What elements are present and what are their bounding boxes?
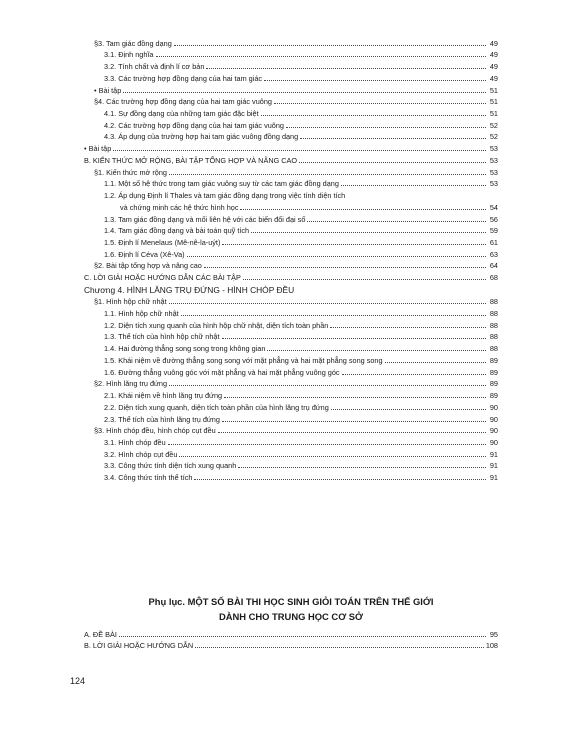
toc-entry-title: B. LỜI GIẢI HOẶC HƯỚNG DẪN bbox=[84, 641, 194, 651]
toc-entry-page: 88 bbox=[489, 309, 498, 319]
toc-entry-title: 4.3. Áp dụng của trường hợp hai tam giác vuông đồng dạng bbox=[104, 132, 299, 142]
toc-entry bbox=[84, 341, 498, 353]
toc-entry bbox=[84, 447, 498, 459]
toc-entry-title: 1.5. Định lí Menelaus (Mê-nê-la-uýt) bbox=[104, 237, 221, 247]
toc-entry-page: 88 bbox=[489, 297, 498, 307]
toc-entry bbox=[84, 424, 498, 436]
appendix-title-line-1: Phụ lục. MỘT SỐ BÀI THI HỌC SINH GIỎI TOÁN TRÊN THẾ GIỚI bbox=[148, 596, 434, 607]
dot-leader bbox=[156, 56, 487, 57]
dot-leader bbox=[331, 409, 486, 410]
toc-entry-title: B. KIẾN THỨC MỞ RỘNG, BÀI TẬP TỔNG HỢP VÀ NÂNG CAO bbox=[84, 155, 298, 165]
dot-leader bbox=[169, 174, 486, 175]
toc-entry-title: 3.2. Hình chóp cụt đều bbox=[104, 449, 178, 459]
toc-entry bbox=[84, 459, 498, 471]
toc-entry-page: 54 bbox=[489, 202, 498, 212]
toc-entry bbox=[84, 59, 498, 71]
dot-leader bbox=[264, 80, 486, 81]
dot-leader bbox=[195, 647, 484, 648]
dot-leader bbox=[251, 232, 486, 233]
toc-entry-title: 2.3. Thể tích của hình lăng trụ đứng bbox=[104, 414, 220, 424]
toc-entry-title: 1.6. Định lí Céva (Xê-Va) bbox=[104, 249, 185, 259]
toc-entry-title: và chứng minh các hệ thức hình học bbox=[120, 202, 239, 212]
toc-entry-title: 1.5. Khái niệm về đường thẳng song song với mặt phẳng và hai mặt phẳng song song bbox=[104, 355, 383, 365]
toc-entry bbox=[84, 235, 498, 247]
toc-entry-page: 89 bbox=[489, 391, 498, 401]
toc-entry-page: 56 bbox=[489, 214, 498, 224]
toc-entry bbox=[84, 247, 498, 259]
toc-entry bbox=[84, 259, 498, 271]
dot-leader bbox=[194, 479, 486, 480]
toc-entry-title: §2. Bài tập tổng hợp và nâng cao bbox=[94, 261, 202, 271]
dot-leader bbox=[174, 45, 486, 46]
toc-entry-title: 3.2. Tính chất và định lí cơ bản bbox=[104, 62, 205, 72]
dot-leader bbox=[113, 150, 486, 151]
toc-entry-title: 1.6. Đường thẳng vuông góc với mặt phẳng và hai mặt phẳng vuông góc bbox=[104, 367, 340, 377]
dot-leader bbox=[187, 256, 486, 257]
toc-entry-title: 1.4. Tam giác đồng dạng và bài toán quỹ tích bbox=[104, 226, 250, 236]
toc-entry bbox=[84, 295, 498, 307]
dot-leader bbox=[385, 362, 486, 363]
toc-entry-title: §2. Hình lăng trụ đứng bbox=[94, 379, 168, 389]
toc-entry-page: 51 bbox=[489, 97, 498, 107]
toc-entry-page: 49 bbox=[489, 50, 498, 60]
dot-leader bbox=[181, 315, 486, 316]
toc-entry-title: A. ĐỀ BÀI bbox=[84, 629, 117, 639]
toc-entry-title: 2.1. Khái niệm về hình lăng trụ đứng bbox=[104, 391, 223, 401]
toc-entry-page: 59 bbox=[489, 226, 498, 236]
toc-entry bbox=[84, 388, 498, 400]
toc-entry-page: 51 bbox=[489, 109, 498, 119]
table-of-contents bbox=[84, 36, 498, 482]
toc-entry-title: §3. Tam giác đồng dạng bbox=[94, 38, 172, 48]
toc-entry-page: 52 bbox=[489, 132, 498, 142]
dot-leader bbox=[261, 115, 486, 116]
toc-entry-title: 1.4. Hai đường thẳng song song trong không gian bbox=[104, 344, 266, 354]
dot-leader bbox=[240, 209, 486, 210]
dot-leader bbox=[169, 385, 486, 386]
dot-leader bbox=[123, 92, 486, 93]
toc-entry bbox=[84, 188, 498, 200]
dot-leader bbox=[274, 103, 486, 104]
toc-entry-page: 89 bbox=[489, 355, 498, 365]
toc-entry bbox=[84, 118, 498, 130]
toc-entry-page: 89 bbox=[489, 367, 498, 377]
toc-entry bbox=[84, 400, 498, 412]
toc-entry bbox=[84, 130, 498, 142]
toc-entry bbox=[84, 330, 498, 342]
dot-leader bbox=[168, 444, 486, 445]
dot-leader bbox=[342, 374, 486, 375]
appendix-title-line-2: DÀNH CHO TRUNG HỌC CƠ SỞ bbox=[218, 611, 364, 622]
toc-entry bbox=[84, 318, 498, 330]
page-number: 124 bbox=[70, 676, 86, 686]
toc-entry-title: • Bài tập bbox=[84, 144, 112, 154]
toc-entry bbox=[84, 48, 498, 60]
toc-entry-page: 90 bbox=[489, 437, 498, 447]
dot-leader bbox=[299, 162, 486, 163]
dot-leader bbox=[222, 338, 487, 339]
toc-entry bbox=[84, 412, 498, 424]
toc-entry-page: 89 bbox=[489, 379, 498, 389]
toc-entry bbox=[84, 353, 498, 365]
toc-entry-page: 49 bbox=[489, 38, 498, 48]
toc-entry-page: 49 bbox=[489, 73, 498, 83]
toc-entry bbox=[84, 71, 498, 83]
toc-entry-title: §1. Hình hộp chữ nhật bbox=[94, 297, 167, 307]
toc-entry-title: C. LỜI GIẢI HOẶC HƯỚNG DẪN CÁC BÀI TẬP bbox=[84, 273, 241, 283]
toc-entry-title: 3.1. Hình chóp đều bbox=[104, 437, 166, 447]
toc-entry-page: 63 bbox=[489, 249, 498, 259]
toc-entry-page: 51 bbox=[489, 85, 498, 95]
toc-entry bbox=[84, 470, 498, 482]
toc-entry-page: 88 bbox=[489, 320, 498, 330]
toc-entry-page: 88 bbox=[489, 344, 498, 354]
toc-entry-page: 91 bbox=[489, 473, 498, 483]
dot-leader bbox=[179, 456, 486, 457]
toc-entry bbox=[84, 165, 498, 177]
toc-entry-page: 91 bbox=[489, 461, 498, 471]
toc-entry bbox=[84, 212, 498, 224]
toc-entry bbox=[84, 306, 498, 318]
toc-entry-page: 49 bbox=[489, 62, 498, 72]
toc-entry bbox=[84, 377, 498, 389]
toc-entry-title: • Bài tập bbox=[94, 85, 122, 95]
toc-entry-title: 1.1. Một số hệ thức trong tam giác vuông suy từ các tam giác đồng dạng bbox=[104, 179, 339, 189]
toc-entry bbox=[84, 224, 498, 236]
toc-entry-page: 90 bbox=[489, 402, 498, 412]
toc-entry-page: 90 bbox=[489, 426, 498, 436]
toc-entry bbox=[84, 141, 498, 153]
dot-leader bbox=[119, 636, 486, 637]
dot-leader bbox=[169, 303, 486, 304]
toc-entry-title: 1.3. Tam giác đồng dạng và mối liên hệ với các biến đổi đại số bbox=[104, 214, 306, 224]
toc-entry bbox=[84, 200, 498, 212]
toc-entry-page: 88 bbox=[489, 332, 498, 342]
dot-leader bbox=[218, 432, 486, 433]
toc-entry-page: 64 bbox=[489, 261, 498, 271]
dot-leader bbox=[222, 244, 486, 245]
toc-entry bbox=[84, 282, 498, 295]
toc-entry bbox=[84, 639, 498, 651]
toc-entry-page: 53 bbox=[489, 167, 498, 177]
toc-entry-title: 1.2. Áp dụng Định lí Thales và tam giác đồng dạng trong việc tính diện tích bbox=[104, 191, 346, 201]
toc-entry-title: Chương 4. HÌNH LĂNG TRỤ ĐỨNG - HÌNH CHÓP ĐỀU bbox=[84, 284, 295, 295]
appendix-contents bbox=[84, 627, 498, 650]
toc-entry bbox=[84, 153, 498, 165]
dot-leader bbox=[206, 68, 486, 69]
toc-entry-title: 1.2. Diện tích xung quanh của hình hộp chữ nhật, diện tích toàn phần bbox=[104, 320, 329, 330]
toc-entry-page: 108 bbox=[485, 641, 498, 651]
toc-entry-title: §3. Hình chóp đều, hình chóp cụt đều bbox=[94, 426, 216, 436]
dot-leader bbox=[307, 221, 486, 222]
dot-leader bbox=[267, 350, 486, 351]
appendix-heading bbox=[84, 594, 498, 624]
dot-leader bbox=[300, 138, 486, 139]
toc-entry-page: 68 bbox=[489, 273, 498, 283]
toc-entry-page: 61 bbox=[489, 237, 498, 247]
toc-entry bbox=[84, 177, 498, 189]
toc-entry bbox=[84, 83, 498, 95]
toc-entry-title: §4. Các trường hợp đồng dạng của hai tam giác vuông bbox=[94, 97, 272, 107]
toc-entry-page: 53 bbox=[489, 155, 498, 165]
toc-entry-page: 53 bbox=[489, 144, 498, 154]
toc-entry bbox=[84, 36, 498, 48]
toc-entry-title: 2.2. Diện tích xung quanh, diện tích toàn phần của hình lăng trụ đứng bbox=[104, 402, 329, 412]
toc-entry-title: 3.3. Công thức tính diện tích xung quanh bbox=[104, 461, 237, 471]
dot-leader bbox=[204, 267, 486, 268]
toc-entry-page: 95 bbox=[489, 629, 498, 639]
dot-leader bbox=[243, 279, 486, 280]
toc-entry bbox=[84, 435, 498, 447]
dot-leader bbox=[286, 127, 486, 128]
toc-entry bbox=[84, 95, 498, 107]
toc-entry-page: 91 bbox=[489, 449, 498, 459]
toc-entry bbox=[84, 365, 498, 377]
toc-entry-page: 53 bbox=[489, 179, 498, 189]
toc-entry-title: 4.1. Sự đồng dạng của những tam giác đặc biệt bbox=[104, 109, 259, 119]
toc-entry bbox=[84, 270, 498, 282]
toc-entry-title: 3.3. Các trường hợp đồng dạng của hai tam giác bbox=[104, 73, 263, 83]
toc-entry-title: 3.4. Công thức tính thể tích bbox=[104, 473, 193, 483]
toc-entry-title: §1. Kiến thức mở rộng bbox=[94, 167, 167, 177]
toc-entry-title: 3.1. Định nghĩa bbox=[104, 50, 154, 60]
toc-entry-title: 4.2. Các trường hợp đồng dạng của hai tam giác vuông bbox=[104, 120, 284, 130]
toc-entry bbox=[84, 627, 498, 639]
toc-entry bbox=[84, 106, 498, 118]
toc-entry-title: 1.3. Thể tích của hình hộp chữ nhật bbox=[104, 332, 220, 342]
dot-leader bbox=[222, 421, 486, 422]
dot-leader bbox=[238, 467, 486, 468]
toc-entry-page: 52 bbox=[489, 120, 498, 130]
dot-leader bbox=[330, 327, 486, 328]
dot-leader bbox=[224, 397, 486, 398]
dot-leader bbox=[341, 185, 486, 186]
toc-entry-page: 90 bbox=[489, 414, 498, 424]
toc-entry-title: 1.1. Hình hộp chữ nhật bbox=[104, 309, 179, 319]
